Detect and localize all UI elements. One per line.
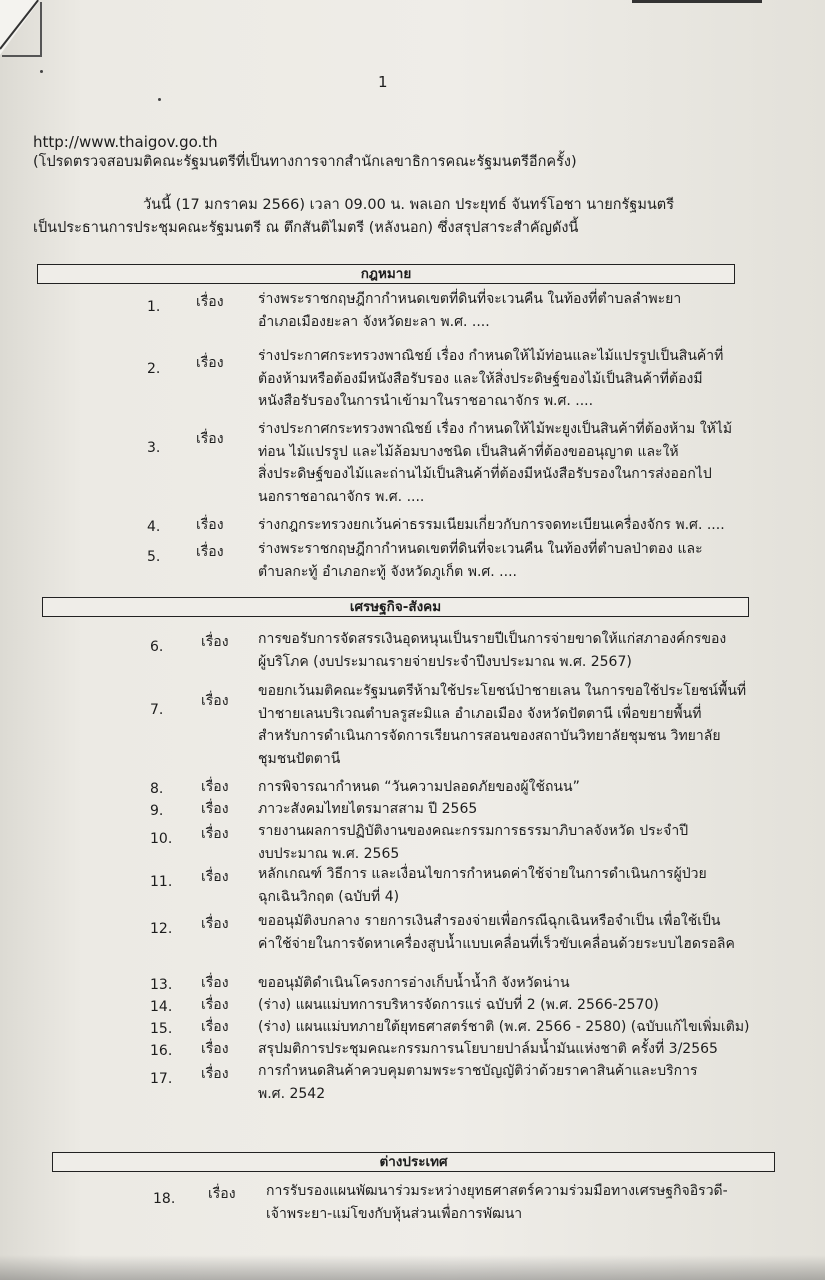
- speck: [158, 98, 161, 101]
- agenda-item-title: [258, 1038, 718, 1061]
- agenda-item-line: การกำหนดสินค้าควบคุมตามพระราชบัญญัติว่าด้วยราคาสินค้าและบริการ: [258, 1063, 698, 1079]
- agenda-item-label: เรื่อง: [201, 997, 229, 1013]
- agenda-item-label: เรื่อง: [196, 354, 224, 371]
- agenda-item-title: [258, 972, 570, 995]
- agenda-item-line: หลักเกณฑ์ วิธีการ และเงื่อนไขการกำหนดค่าใช้จ่ายในการดำเนินการผู้ป่วย: [258, 866, 707, 882]
- agenda-item-title: [258, 538, 703, 583]
- agenda-item-line: ร่างประกาศกระทรวงพาณิชย์ เรื่อง กำหนดให้ไม้ท่อนและไม้แปรรูปเป็นสินค้าที่: [258, 348, 724, 364]
- agenda-item-line: ชุมชนปัตตานี: [258, 750, 341, 767]
- agenda-item-number: 17.: [150, 1070, 173, 1087]
- agenda-item-title: [258, 798, 477, 821]
- agenda-item-number: 6.: [150, 638, 164, 655]
- intro-line-1: วันนี้ (17 มกราคม 2566) เวลา 09.00 น. พลเอก ประยุทธ์ จันทร์โอชา นายกรัฐมนตรี: [143, 197, 675, 213]
- agenda-item-title: [258, 820, 688, 865]
- agenda-item-line: หนังสือรับรองในการนำเข้ามาในราชอาณาจักร พ.ศ. ....: [258, 393, 594, 409]
- agenda-item-line: การพิจารณากำหนด “วันความปลอดภัยของผู้ใช้ถนน”: [258, 779, 580, 795]
- scan-edge-mark: [632, 0, 762, 3]
- agenda-item-line: ร่างประกาศกระทรวงพาณิชย์ เรื่อง กำหนดให้ไม้พะยูงเป็นสินค้าที่ต้องห้าม ให้ไม้: [258, 421, 733, 437]
- agenda-item-title: [258, 418, 732, 508]
- agenda-item-number: 14.: [150, 999, 173, 1015]
- agenda-item-line: ภาวะสังคมไทยไตรมาสสาม ปี 2565: [258, 801, 478, 817]
- agenda-item-line: พ.ศ. 2542: [258, 1085, 326, 1102]
- agenda-item-line: ร่างกฎกระทรวงยกเว้นค่าธรรมเนียมเกี่ยวกับการจดทะเบียนเครื่องจักร พ.ศ. ....: [258, 517, 725, 533]
- agenda-item-label: เรื่อง: [201, 693, 229, 710]
- agenda-item-label: เรื่อง: [201, 916, 229, 933]
- agenda-item-number: 10.: [150, 830, 173, 847]
- agenda-item-number: 16.: [150, 1043, 173, 1059]
- agenda-item-label: เรื่อง: [196, 517, 224, 533]
- agenda-item-title: [258, 1016, 750, 1039]
- section-header: ต่างประเทศ: [52, 1152, 775, 1172]
- agenda-item-number: 15.: [150, 1021, 173, 1037]
- speck: [40, 70, 43, 73]
- agenda-item-title: [258, 628, 726, 673]
- agenda-item-line: ผู้บริโภค (งบประมาณรายจ่ายประจำปีงบประมาณ พ.ศ. 2567): [258, 653, 632, 670]
- agenda-item-label: เรื่อง: [196, 294, 224, 311]
- agenda-item-number: 4.: [147, 519, 161, 535]
- page-number: 1: [378, 73, 388, 91]
- agenda-item-title: [258, 345, 723, 413]
- agenda-item-title: [258, 994, 659, 1017]
- agenda-item-line: นอกราชอาณาจักร พ.ศ. ....: [258, 488, 425, 505]
- agenda-item-line: รายงานผลการปฏิบัติงานของคณะกรรมการธรรมาภิบาลจังหวัด ประจำปี: [258, 823, 689, 839]
- agenda-item-line: การรับรองแผนพัฒนาร่วมระหว่างยุทธศาสตร์ความร่วมมือทางเศรษฐกิจอิรวดี-: [266, 1183, 728, 1199]
- source-url[interactable]: http://www.thaigov.go.th: [33, 133, 218, 151]
- agenda-item-number: 8.: [150, 781, 164, 797]
- agenda-item-title: [258, 776, 580, 799]
- folded-stamp-corner: [0, 0, 40, 55]
- agenda-item-line: (ร่าง) แผนแม่บทภายใต้ยุทธศาสตร์ชาติ (พ.ศ. 2566 - 2580) (ฉบับแก้ไขเพิ่มเติม): [258, 1019, 750, 1035]
- agenda-item-label: เรื่อง: [201, 779, 229, 795]
- agenda-item-title: [258, 1060, 698, 1105]
- agenda-item-label: เรื่อง: [201, 634, 229, 651]
- agenda-item-title: [258, 680, 746, 770]
- agenda-item-label: เรื่อง: [196, 431, 224, 448]
- agenda-item-line: สรุปมติการประชุมคณะกรรมการนโยบายปาล์มน้ำมันแห่งชาติ ครั้งที่ 3/2565: [258, 1041, 718, 1057]
- agenda-item-line: ขอยกเว้นมติคณะรัฐมนตรีห้ามใช้ประโยชน์ป่าชายเลน ในการขอใช้ประโยชน์พื้นที่: [258, 683, 747, 699]
- agenda-item-line: อำเภอเมืองยะลา จังหวัดยะลา พ.ศ. ....: [258, 313, 490, 330]
- agenda-item-line: สิ่งประดิษฐ์ของไม้และถ่านไม้เป็นสินค้าที่ต้องมีหนังสือรับรองในการส่งออกไป: [258, 466, 712, 482]
- agenda-item-line: ต้องห้ามหรือต้องมีหนังสือรับรอง และให้สิ่งประดิษฐ์ของไม้เป็นสินค้าที่ต้องมี: [258, 370, 703, 387]
- agenda-item-label: เรื่อง: [196, 544, 224, 561]
- agenda-item-title: [258, 863, 707, 908]
- agenda-item-number: 7.: [150, 701, 164, 718]
- agenda-item-title: [266, 1180, 728, 1225]
- agenda-item-line: ร่างพระราชกฤษฎีกากำหนดเขตที่ดินที่จะเวนคืน ในท้องที่ตำบลลำพะยา: [258, 291, 682, 307]
- section-header: กฎหมาย: [37, 264, 735, 284]
- agenda-item-label: เรื่อง: [201, 869, 229, 886]
- agenda-item-number: 18.: [153, 1190, 176, 1207]
- agenda-item-number: 2.: [147, 361, 161, 378]
- agenda-item-label: เรื่อง: [208, 1186, 236, 1203]
- agenda-item-label: เรื่อง: [201, 1066, 229, 1083]
- agenda-item-line: งบประมาณ พ.ศ. 2565: [258, 845, 400, 862]
- scan-bottom-shadow: [0, 1255, 825, 1280]
- agenda-item-number: 3.: [147, 439, 161, 456]
- agenda-item-label: เรื่อง: [201, 1019, 229, 1035]
- agenda-item-line: ท่อน ไม้แปรรูป และไม้ล้อมบางชนิด เป็นสินค้าที่ต้องขออนุญาต และให้: [258, 443, 679, 460]
- section-header: เศรษฐกิจ-สังคม: [42, 597, 749, 617]
- agenda-item-label: เรื่อง: [201, 1041, 229, 1057]
- agenda-item-line: ตำบลกะทู้ อำเภอกะทู้ จังหวัดภูเก็ต พ.ศ. ....: [258, 563, 517, 580]
- agenda-item-line: ขออนุมัติดำเนินโครงการอ่างเก็บน้ำน้ำกิ จังหวัดน่าน: [258, 975, 570, 991]
- agenda-item-title: [258, 288, 681, 333]
- agenda-item-line: ป่าชายเลนบริเวณตำบลรูสะมิแล อำเภอเมือง จังหวัดปัตตานี เพื่อขยายพื้นที่: [258, 705, 702, 722]
- agenda-item-line: สำหรับการดำเนินการจัดการเรียนการสอนของสถาบันวิทยาลัยชุมชน วิทยาลัย: [258, 728, 721, 744]
- agenda-item-number: 5.: [147, 548, 161, 565]
- agenda-item-title: [258, 514, 725, 537]
- verification-notice: (โปรดตรวจสอบมติคณะรัฐมนตรีที่เป็นทางการจากสำนักเลขาธิการคณะรัฐมนตรีอีกครั้ง): [33, 154, 577, 170]
- agenda-item-number: 11.: [150, 873, 173, 890]
- agenda-item-line: ฉุกเฉินวิกฤต (ฉบับที่ 4): [258, 888, 400, 905]
- intro-line-2: เป็นประธานการประชุมคณะรัฐมนตรี ณ ตึกสันติไมตรี (หลังนอก) ซึ่งสรุปสาระสำคัญดังนี้: [33, 220, 579, 236]
- agenda-item-line: (ร่าง) แผนแม่บทการบริหารจัดการแร่ ฉบับที่ 2 (พ.ศ. 2566-2570): [258, 997, 659, 1013]
- agenda-item-line: เจ้าพระยา-แม่โขงกับหุ้นส่วนเพื่อการพัฒนา: [266, 1205, 523, 1222]
- agenda-item-label: เรื่อง: [201, 801, 229, 817]
- agenda-item-line: ขออนุมัติงบกลาง รายการเงินสำรองจ่ายเพื่อกรณีฉุกเฉินหรือจำเป็น เพื่อใช้เป็น: [258, 913, 721, 929]
- agenda-item-label: เรื่อง: [201, 975, 229, 991]
- agenda-item-number: 13.: [150, 977, 173, 993]
- agenda-item-number: 9.: [150, 803, 164, 819]
- agenda-item-title: [258, 910, 735, 955]
- agenda-item-number: 12.: [150, 920, 173, 937]
- agenda-item-line: การขอรับการจัดสรรเงินอุดหนุนเป็นรายปีเป็นการจ่ายขาดให้แก่สภาองค์กรของ: [258, 631, 727, 647]
- agenda-item-number: 1.: [147, 298, 161, 315]
- agenda-item-line: ร่างพระราชกฤษฎีกากำหนดเขตที่ดินที่จะเวนคืน ในท้องที่ตำบลป่าตอง และ: [258, 541, 703, 557]
- agenda-item-line: ค่าใช้จ่ายในการจัดหาเครื่องสูบน้ำแบบเคลื่อนที่เร็วขับเคลื่อนด้วยระบบไฮดรอลิค: [258, 935, 735, 952]
- agenda-item-label: เรื่อง: [201, 826, 229, 843]
